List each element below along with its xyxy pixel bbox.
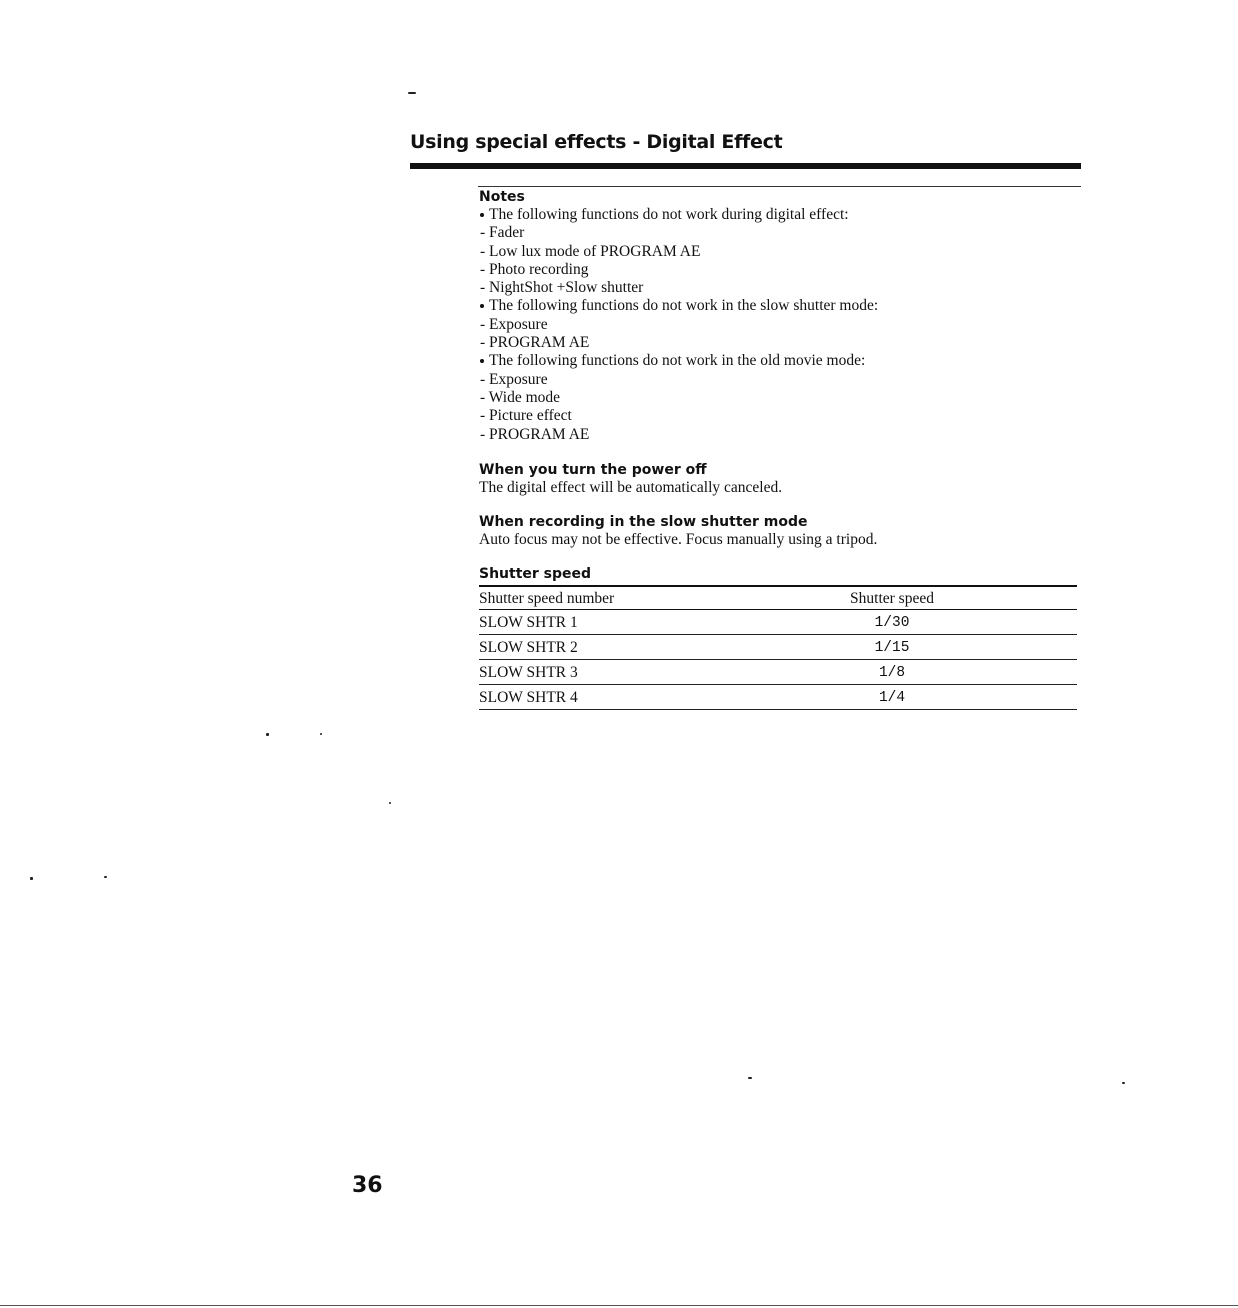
slow-shutter-text: Auto focus may not be effective. Focus manually using a tripod.: [479, 531, 878, 549]
page-title: Using special effects - Digital Effect: [410, 131, 783, 153]
table-cell: [762, 685, 1077, 710]
notes-rule: [478, 186, 1081, 187]
note-text: The following functions do not work in the slow shutter mode:: [479, 297, 1079, 315]
note-item: [479, 206, 1079, 297]
table-row: [479, 610, 1077, 635]
note-subitem: - PROGRAM AE: [480, 425, 590, 443]
note-sublist: [479, 224, 1079, 297]
slow-shutter-heading: When recording in the slow shutter mode: [479, 514, 808, 531]
scan-speck: [1122, 1082, 1125, 1084]
table-cell: [762, 610, 1077, 635]
note-subitem: - Fader: [480, 224, 525, 242]
notes-heading: Notes: [479, 189, 525, 205]
note-sublist: [479, 316, 1079, 353]
title-rule: [410, 163, 1081, 169]
table-row: [479, 660, 1077, 685]
scan-speck: [389, 802, 391, 804]
table-row: [479, 685, 1077, 710]
note-subitem: - Low lux mode of PROGRAM AE: [480, 242, 701, 260]
scan-speck: [408, 92, 416, 94]
speed-value: 1/15: [874, 640, 910, 657]
speed-value: 1/30: [874, 615, 910, 632]
speed-value: 1/8: [878, 665, 906, 682]
bottom-rule: [0, 1305, 1238, 1306]
table-cell: SLOW SHTR 2: [479, 635, 762, 660]
shutter-speed-section: [479, 565, 1079, 710]
power-off-section: [479, 461, 1079, 497]
note-item: [479, 297, 1079, 352]
note-text: The following functions do not work during digital effect:: [479, 206, 1079, 224]
note-item: [479, 352, 1079, 443]
table-cell: [762, 660, 1077, 685]
notes-section: [479, 188, 1079, 444]
shutter-speed-table: [479, 585, 1077, 710]
column-header: Shutter speed number: [479, 586, 762, 610]
table-row: [479, 635, 1077, 660]
note-sublist: [479, 371, 1079, 444]
content-column: [479, 188, 1079, 710]
slow-shutter-section: [479, 513, 1079, 549]
note-subitem: - PROGRAM AE: [480, 334, 590, 352]
page-number: 36: [352, 1173, 383, 1198]
shutter-speed-heading: Shutter speed: [479, 566, 592, 583]
note-subitem: - Exposure: [480, 315, 548, 333]
note-subitem: - Wide mode: [480, 388, 561, 406]
notes-list: [479, 206, 1079, 444]
table-cell: SLOW SHTR 1: [479, 610, 762, 635]
power-off-heading: When you turn the power off: [479, 461, 707, 478]
table-cell: [762, 635, 1077, 660]
note-subitem: - Photo recording: [480, 260, 589, 278]
table-header-row: [479, 586, 1077, 610]
scan-speck: [104, 876, 107, 878]
note-subitem: - NightShot +Slow shutter: [480, 279, 644, 297]
note-text: The following functions do not work in the old movie mode:: [479, 352, 1079, 370]
scan-speck: [320, 733, 322, 735]
table-cell: SLOW SHTR 4: [479, 685, 762, 710]
column-header: Shutter speed: [762, 586, 1077, 610]
note-subitem: - Picture effect: [480, 407, 572, 425]
scan-speck: [266, 733, 269, 736]
table-cell: SLOW SHTR 3: [479, 660, 762, 685]
note-subitem: - Exposure: [480, 370, 548, 388]
scan-speck: [748, 1077, 752, 1079]
scan-speck: [30, 877, 33, 880]
power-off-text: The digital effect will be automatically canceled.: [479, 478, 783, 496]
speed-value: 1/4: [878, 690, 906, 707]
